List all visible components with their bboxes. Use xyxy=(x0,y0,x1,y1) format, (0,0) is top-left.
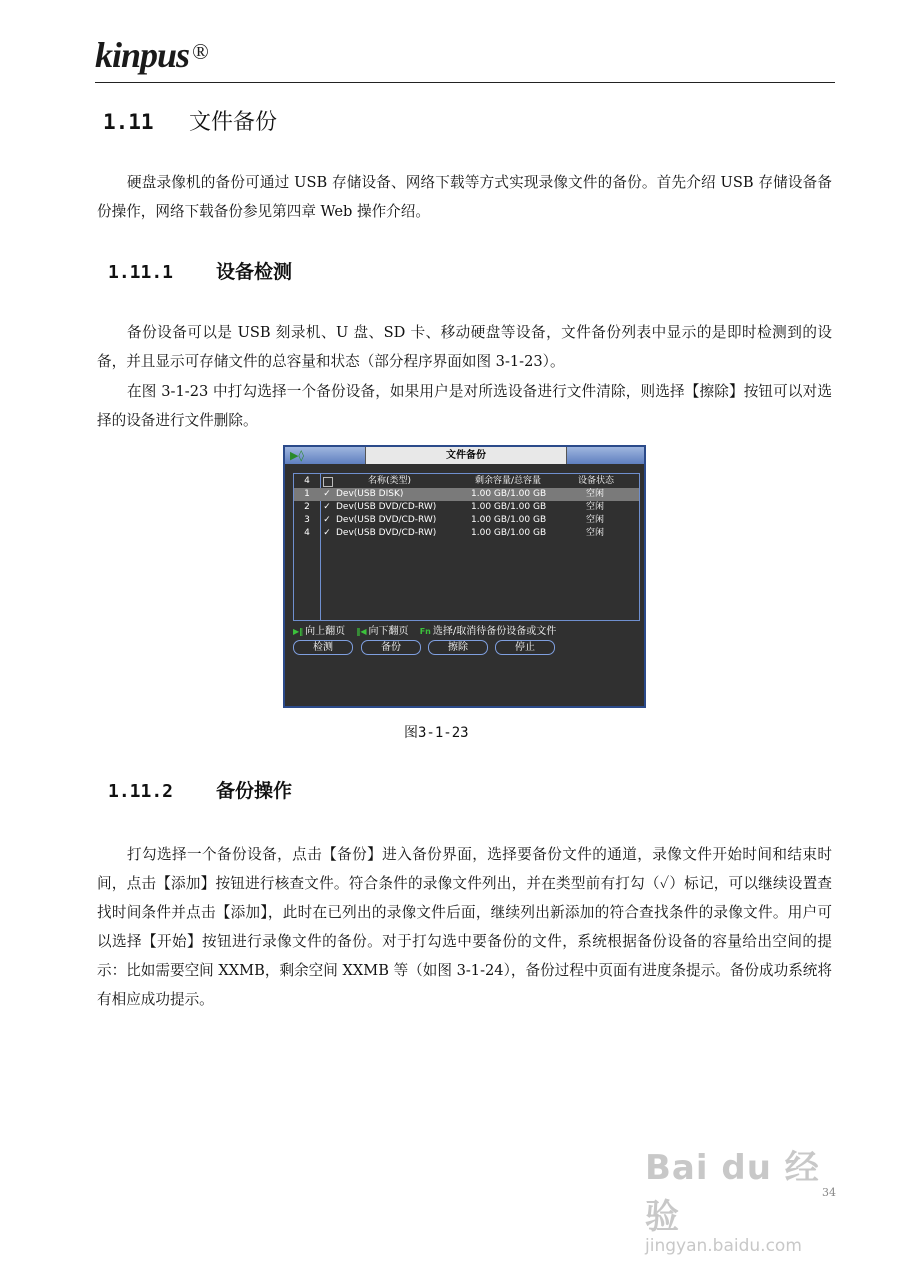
fn-hint: 选择/取消待备份设备或文件 xyxy=(432,626,557,637)
row-status: 空闲 xyxy=(586,489,605,499)
figure-caption: 图3-1-23 xyxy=(404,725,469,741)
fn-key-icon: Fn xyxy=(419,627,431,636)
intro-paragraph: 硬盘录像机的备份可通过 USB 存储设备、网络下载等方式实现录像文件的备份。首先介绍 USB 存储设备备份操作，网络下载备份参见第四章 Web 操作介绍。 xyxy=(97,174,832,220)
row-device-name: Dev(USB DVD/CD-RW) xyxy=(336,515,437,525)
row-index: 4 xyxy=(304,528,310,538)
page-up-key-icon: ▶‖ xyxy=(293,627,304,636)
table-header xyxy=(294,475,639,488)
device-detect-paragraph-1: 备份设备可以是 USB 刻录机、U 盘、SD 卡、移动硬盘等设备，文件备份列表中显示的是即时检测到的设备，并且显示可存储文件的总容量和状态（部分程序界面如图 3-1-23）。 xyxy=(97,324,832,370)
brand-logo: kinpus ® xyxy=(95,35,208,75)
window-titlebar xyxy=(285,447,644,464)
window-title: 文件备份 xyxy=(365,447,567,464)
backup-operation-paragraph: 打勾选择一个备份设备，点击【备份】进入备份界面，选择要备份文件的通道，录像文件开始时间和结束时间，点击【添加】按钮进行核查文件。符合条件的录像文件列出，并在类型前有打勾（✓）标记，可以继续设置查找时间条件并点击【添加】，此时在已列出的录像文件后面，继续列出新添加的符合查找条件的录像文件。用户可以选择【开始】按钮进行录像文件的备份。对于打勾选中要备份的文件，系统根据备份设备的容量给出空间的提示：比如需要空间 XXMB，剩余空间 XXMB 等（如图 3-1-24），备份过程中页面有进度条提示。备份成功系统将有相应成功提示。 xyxy=(97,846,832,1008)
subsection-2-number: 1.11.2 xyxy=(108,781,174,802)
section-number: 1.11 xyxy=(103,110,154,134)
table-row[interactable] xyxy=(294,501,639,514)
subsection-heading-1 xyxy=(108,257,292,284)
subsection-2-title: 备份操作 xyxy=(216,780,293,802)
column-capacity: 剩余容量/总容量 xyxy=(475,476,542,486)
row-status: 空闲 xyxy=(586,502,605,512)
window-icons: ▶◊ xyxy=(290,449,304,462)
row-capacity: 1.00 GB/1.00 GB xyxy=(471,515,547,525)
column-name: 名称(类型) xyxy=(368,476,412,486)
page-up-hint: 向上翻页 xyxy=(305,626,346,637)
row-status: 空闲 xyxy=(586,515,605,525)
device-count: 4 xyxy=(304,476,310,486)
erase-button[interactable]: 擦除 xyxy=(428,640,488,655)
backup-button[interactable]: 备份 xyxy=(361,640,421,655)
row-status: 空闲 xyxy=(586,528,605,538)
page-down-hint: 向下翻页 xyxy=(368,626,409,637)
row-device-name: Dev(USB DVD/CD-RW) xyxy=(336,528,437,538)
device-detect-paragraph-2: 在图 3-1-23 中打勾选择一个备份设备，如果用户是对所选设备进行文件清除，则选择【擦除】按钮可以对选择的设备进行文件删除。 xyxy=(97,383,832,429)
file-backup-window xyxy=(283,445,646,708)
subsection-1-number: 1.11.1 xyxy=(108,262,174,283)
row-device-name: Dev(USB DVD/CD-RW) xyxy=(336,502,437,512)
registered-mark: ® xyxy=(192,39,208,64)
row-index: 1 xyxy=(304,489,310,499)
row-capacity: 1.00 GB/1.00 GB xyxy=(471,502,547,512)
header-rule xyxy=(95,82,835,83)
row-device-name: Dev(USB DISK) xyxy=(336,489,404,499)
table-row[interactable] xyxy=(294,488,639,501)
section-title: 文件备份 xyxy=(189,110,278,135)
row-checkbox[interactable]: ✓ xyxy=(323,502,331,512)
page-number: 34 xyxy=(822,1186,836,1199)
subsection-1-title: 设备检测 xyxy=(216,261,293,283)
row-checkbox[interactable]: ✓ xyxy=(323,489,331,499)
row-index: 3 xyxy=(304,515,310,525)
watermark-brand: Bai du 经验 xyxy=(645,1148,820,1237)
row-index: 2 xyxy=(304,502,310,512)
row-capacity: 1.00 GB/1.00 GB xyxy=(471,489,547,499)
watermark-url: jingyan.baidu.com xyxy=(645,1236,802,1256)
table-row[interactable] xyxy=(294,514,639,527)
device-table xyxy=(293,473,640,621)
column-status: 设备状态 xyxy=(578,476,615,486)
key-hints xyxy=(293,625,564,639)
subsection-heading-2 xyxy=(108,776,292,803)
stop-button[interactable]: 停止 xyxy=(495,640,555,655)
detect-button[interactable]: 检测 xyxy=(293,640,353,655)
baidu-watermark xyxy=(645,1140,845,1256)
page-down-key-icon: ‖◀ xyxy=(356,627,367,636)
table-row[interactable] xyxy=(294,527,639,540)
row-capacity: 1.00 GB/1.00 GB xyxy=(471,528,547,538)
section-heading xyxy=(103,105,277,136)
row-checkbox[interactable]: ✓ xyxy=(323,515,331,525)
select-all-checkbox[interactable] xyxy=(323,477,333,487)
row-checkbox[interactable]: ✓ xyxy=(323,528,331,538)
